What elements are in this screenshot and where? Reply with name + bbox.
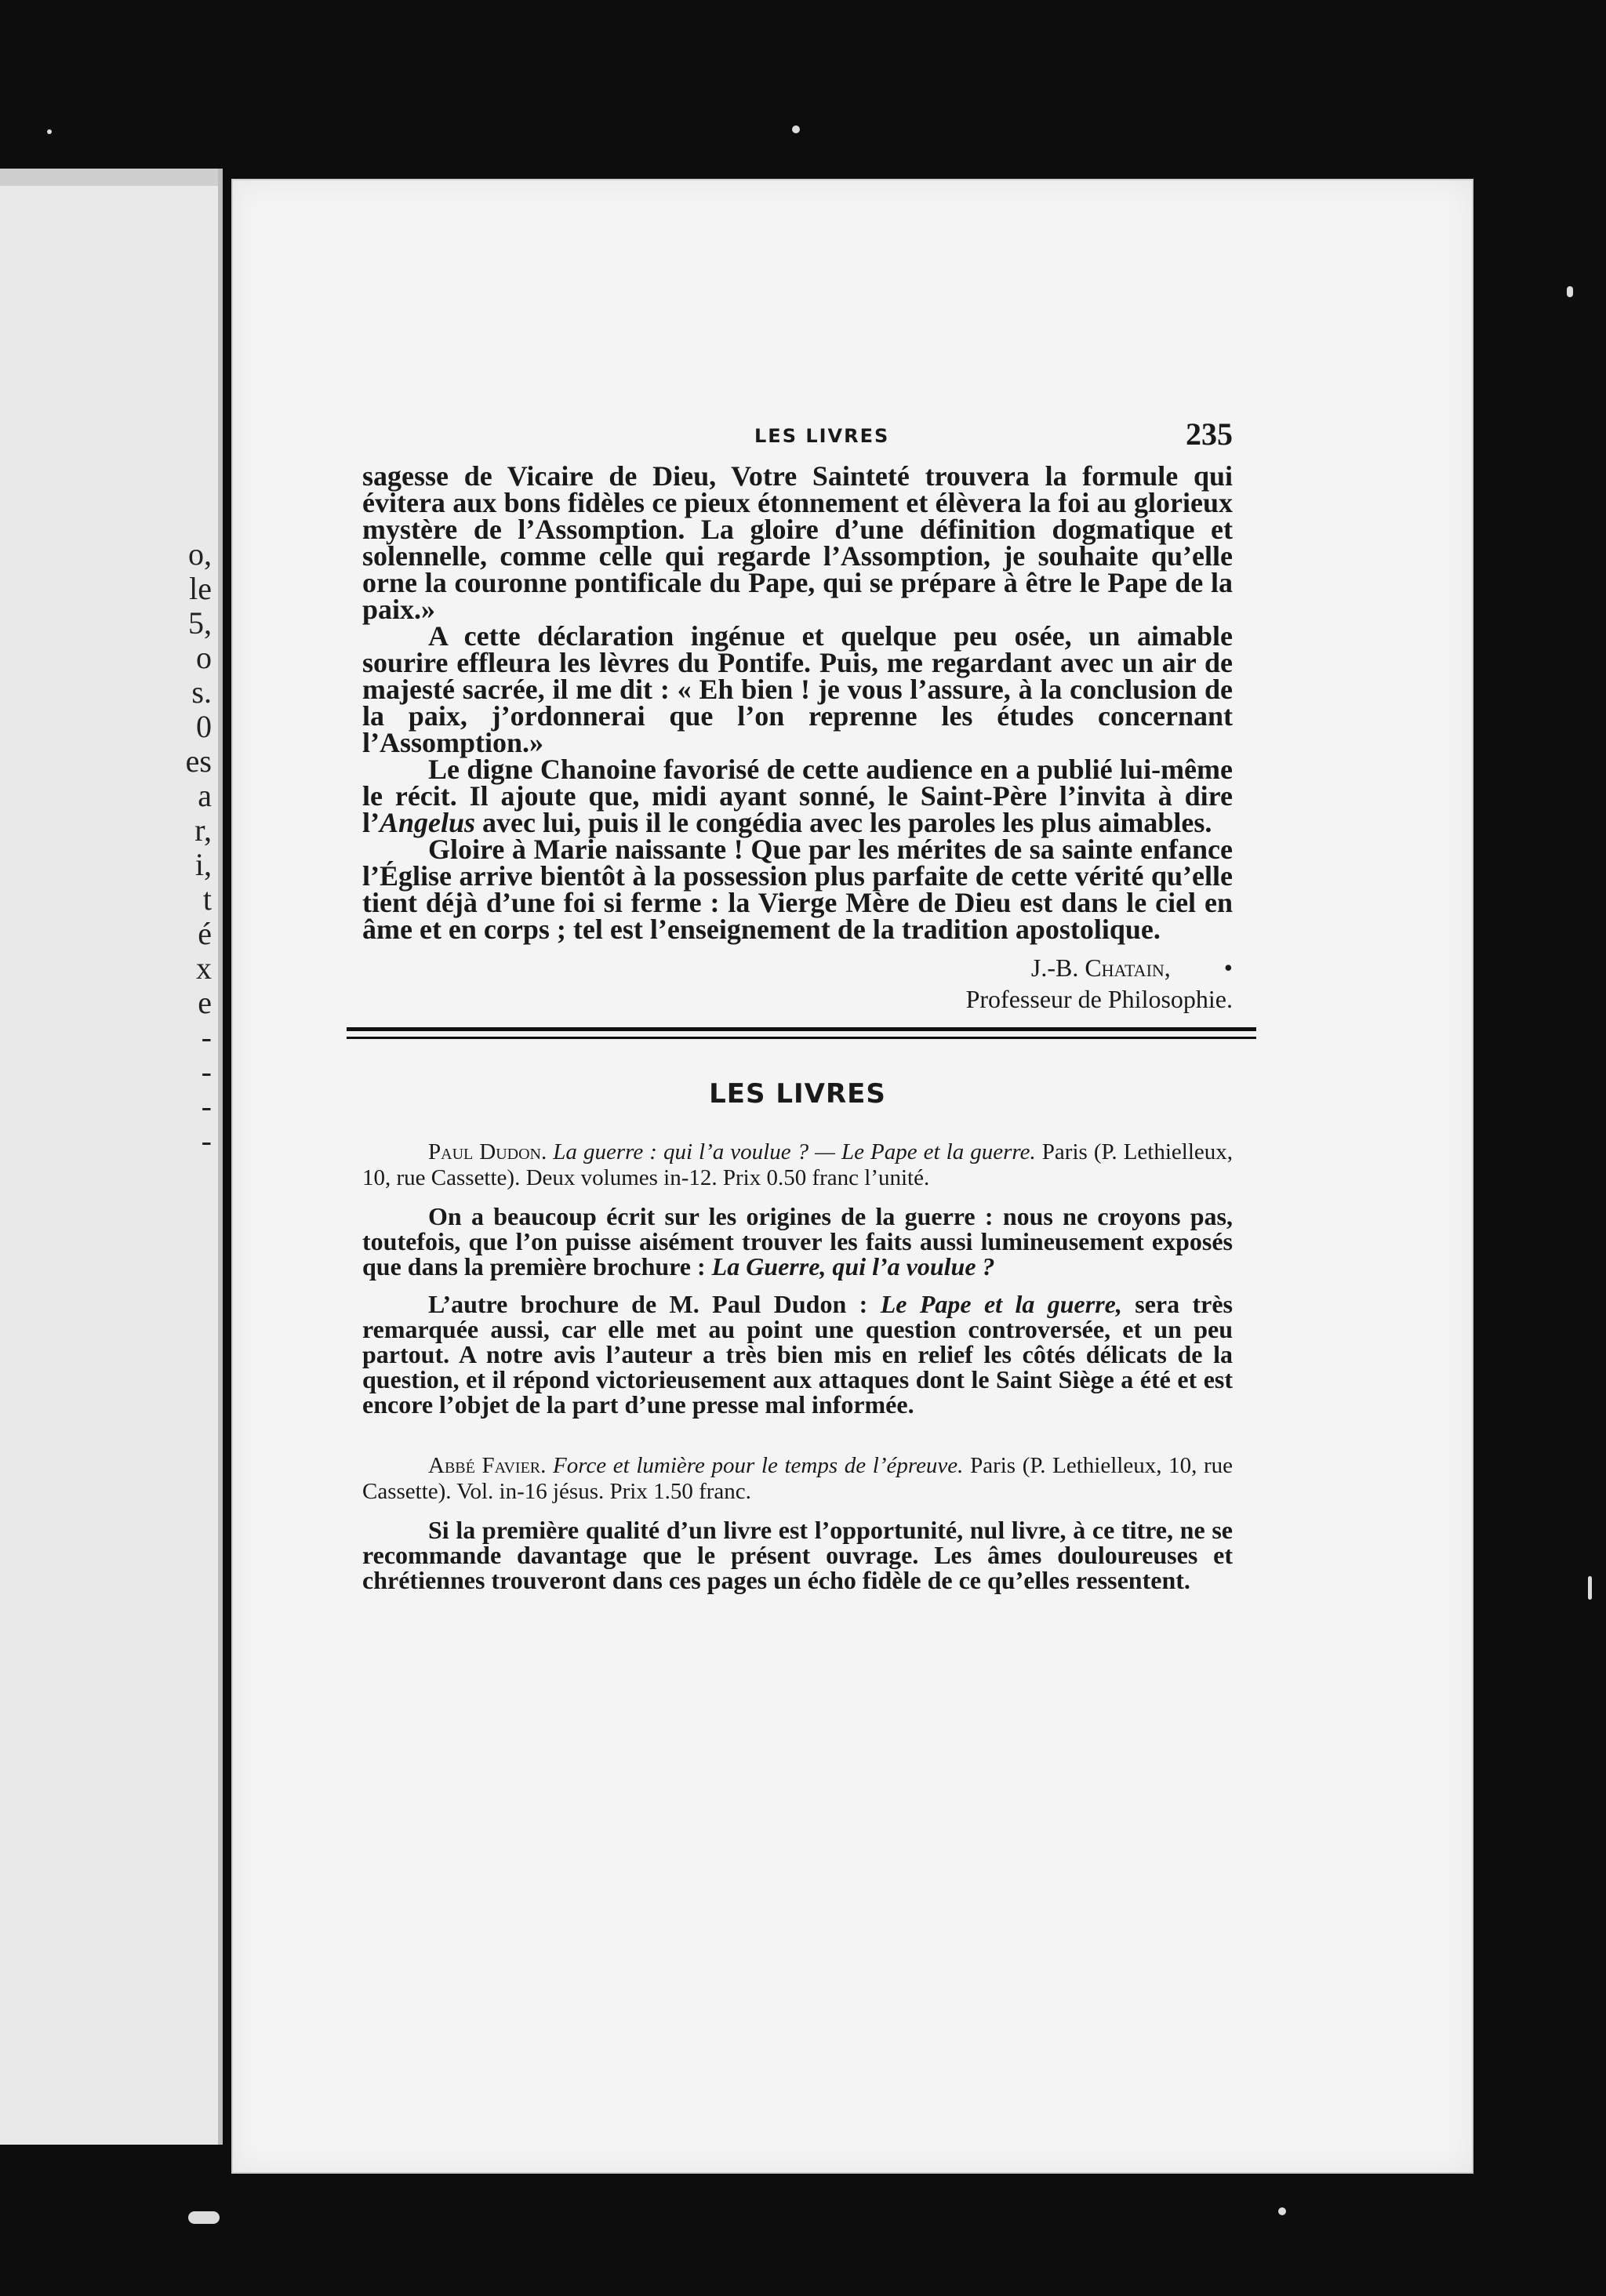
angelus-italic: Angelus <box>380 807 476 838</box>
author-title: Professeur de Philosophie. <box>965 985 1233 1013</box>
page-number: 235 <box>1186 416 1233 452</box>
running-header <box>362 416 1233 463</box>
review-italic-title: Le Pape et la guerre, <box>880 1290 1122 1318</box>
fragment: - <box>201 1088 212 1124</box>
review-book-title: La guerre : qui l’a voulue ? — Le Pape et la guerre. <box>553 1139 1036 1164</box>
review-body <box>362 1204 1233 1279</box>
page-binding-edge <box>0 169 218 186</box>
review-citation <box>362 1453 1233 1505</box>
fragment: t <box>202 881 212 917</box>
spacer <box>362 1440 1233 1453</box>
double-rule-divider <box>347 1027 1256 1039</box>
fragment: e <box>198 985 212 1020</box>
dust-speck <box>47 129 52 134</box>
fragment: 5, <box>188 605 212 641</box>
fragment: - <box>201 1123 212 1158</box>
fragment: s. <box>191 674 212 710</box>
paragraph <box>362 756 1233 836</box>
fragment: o <box>196 640 212 675</box>
fragment: i, <box>194 847 212 882</box>
paragraph-text: Le digne Chanoine favorisé de cette audience en a publié lui-même le récit. Il ajoute que, midi ayant sonné, le Saint-Père l’invita à dire l’ <box>362 754 1233 838</box>
book-page <box>231 179 1473 2174</box>
paragraph: Gloire à Marie naissante ! Que par les mérites de sa sainte enfance l’Église arrive bientôt à la possession plus parfaite de cette vérité qu’elle tient déjà d’une foi si ferme : la Vierge Mère de Dieu est dans le ciel en âme et en corps ; tel est l’enseignement de la tradition apostolique. <box>362 834 1233 945</box>
review-body: Si la première qualité d’un livre est l’opportunité, nul livre, à ce titre, ne se recommande davantage que le présent ouvrage. Les âmes douloureuses et chrétiennes trouveront dans ces pages un écho fidèle de ce qu’elles ressentent. <box>362 1516 1233 1594</box>
fragment: x <box>196 950 212 986</box>
dust-speck <box>1567 286 1573 297</box>
review-entry <box>362 1139 1233 1417</box>
fragment: - <box>201 1054 212 1089</box>
author-signature <box>362 952 1233 1015</box>
dust-speck <box>1278 2207 1286 2215</box>
left-page-text-fragments <box>186 537 212 1158</box>
previous-page-edge <box>0 169 223 2145</box>
review-author: Paul Dudon. <box>428 1139 547 1164</box>
fragment: r, <box>194 812 212 848</box>
dust-speck <box>1588 1576 1592 1600</box>
review-book-title: Force et lumière pour le temps de l’épreuve. <box>553 1453 964 1478</box>
article-text <box>362 460 1233 1015</box>
running-title: LES LIVRES <box>754 425 890 447</box>
review-entry <box>362 1440 1233 1593</box>
dust-speck <box>188 2211 220 2224</box>
fragment: es <box>185 743 212 779</box>
author-name: J.-B. Chatain, <box>1030 954 1171 982</box>
review-body <box>362 1292 1233 1417</box>
section-title: LES LIVRES <box>709 1078 886 1110</box>
signature-line <box>362 952 1233 983</box>
review-publication: Paris (P. Lethielleux, 10, rue Cassette). Deux volumes in-12. Prix 0.50 franc l’unité. <box>362 1139 1234 1190</box>
fragment: - <box>201 1019 212 1055</box>
paragraph: A cette déclaration ingénue et quelque peu osée, un aimable sourire effleura les lèvres du Pontife. Puis, me regardant avec un air de majesté sacrée, il me dit : « Eh bien ! je vous l’assure, à la conclusion de la paix, j’ordonnerai que l’on reprenne les études concernant l’Assomption.» <box>362 620 1233 758</box>
fragment: a <box>198 778 212 813</box>
dust-speck <box>792 125 800 133</box>
review-citation <box>362 1139 1233 1191</box>
fragment: é <box>198 916 212 951</box>
review-publication: Paris (P. Lethielleux, 10, rue Cassette). Vol. in-16 jésus. Prix 1.50 franc. <box>362 1453 1234 1504</box>
review-text: On a beaucoup écrit sur les origines de la guerre : nous ne croyons pas, toutefois, que l’on puisse aisément trouver les faits aussi lumineusement exposés que dans la première brochure : <box>362 1202 1233 1281</box>
fragment: 0 <box>196 709 212 744</box>
paragraph-text: avec lui, puis il le congédia avec les paroles les plus aimables. <box>475 807 1212 838</box>
review-italic-title: La Guerre, qui l’a voulue ? <box>711 1252 995 1281</box>
book-reviews <box>362 1139 1233 1593</box>
fragment: o, <box>188 536 212 572</box>
signature-dot: • <box>1223 954 1233 982</box>
page-content <box>362 416 1233 1593</box>
fragment: le <box>189 571 212 606</box>
review-text: L’autre brochure de M. Paul Dudon : <box>428 1290 881 1318</box>
review-author: Abbé Favier. <box>428 1453 547 1478</box>
review-text: sera très remarquée aussi, car elle met au point une question controversée, et un peu partout. A notre avis l’auteur a très bien mis en relief les côtés délicats de la question, et il répond victorieusement aux attaques dont le Saint Siège a été et est encore l’objet de la part d’une presse mal informée. <box>362 1290 1234 1419</box>
paragraph: sagesse de Vicaire de Dieu, Votre Sainteté trouvera la formule qui évitera aux bons fidèles ce pieux étonnement et élèvera la foi au glorieux mystère de l’Assomption. La gloire d’une définition dogmatique et solennelle, comme celle qui regarde l’Assomption, je souhaite qu’elle orne la couronne pontificale du Pape, qui se prépare à être le Pape de la paix.» <box>362 460 1233 625</box>
